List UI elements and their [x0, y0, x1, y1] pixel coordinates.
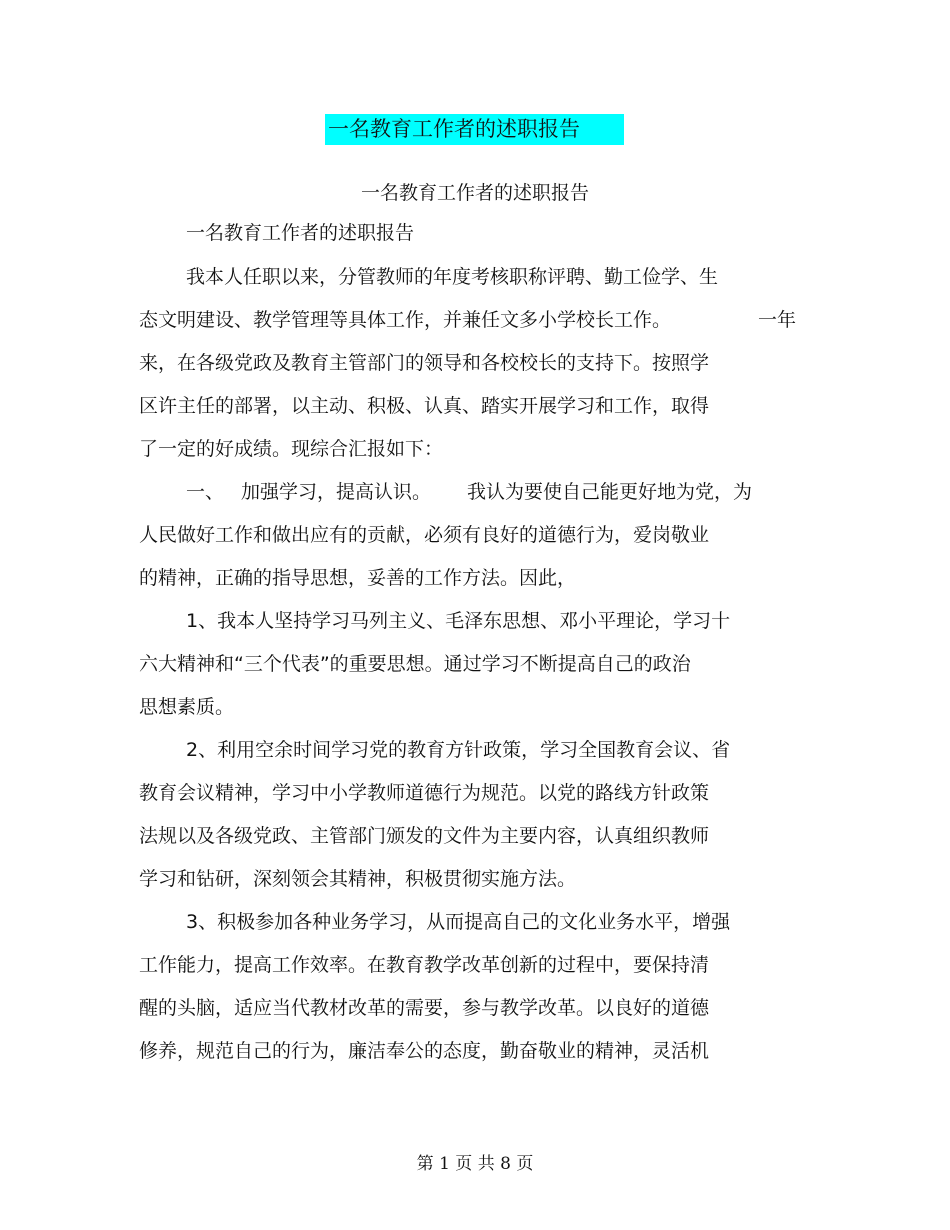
paragraph-line: 教育会议精神，学习中小学教师道德行为规范。以党的路线方针政策 [139, 782, 710, 804]
heading-line: 一名教育工作者的述职报告 [186, 222, 415, 244]
paragraph-line: 区许主任的部署，以主动、积极、认真、踏实开展学习和工作，取得 [139, 395, 710, 417]
paragraph-line: 我本人任职以来，分管教师的年度考核职称评聘、勤工俭学、生 [186, 266, 719, 288]
page-number-footer: 第 1 页 共 8 页 [416, 1154, 534, 1174]
section-heading: 加强学习，提高认识。 [241, 481, 432, 503]
paragraph-line: 六大精神和“三个代表”的重要思想。通过学习不断提高自己的政治 [139, 653, 691, 675]
paragraph-line: 一年 [758, 309, 797, 331]
paragraph-line: 学习和钻研，深刻领会其精神，积极贯彻实施方法。 [139, 868, 577, 890]
paragraph-line: 的精神，正确的指导思想，妥善的工作方法。因此， [139, 567, 577, 589]
paragraph-line: 法规以及各级党政、主管部门颁发的文件为主要内容，认真组织教师 [139, 825, 710, 847]
paragraph-line: 3、积极参加各种业务学习，从而提高自己的文化业务水平，增强 [186, 911, 731, 933]
paragraph-line: 态文明建设、教学管理等具体工作，并兼任文多小学校长工作。 [139, 309, 672, 331]
paragraph-line: 修养，规范自己的行为，廉洁奉公的态度，勤奋敬业的精神，灵活机 [139, 1040, 710, 1062]
paragraph-line: 了一定的好成绩。现综合汇报如下： [139, 438, 444, 460]
paragraph-line: 我认为要使自己能更好地为党，为 [467, 481, 753, 503]
document-title: 一名教育工作者的述职报告 [325, 114, 624, 145]
paragraph-line: 工作能力，提高工作效率。在教育教学改革创新的过程中，要保持清 [139, 954, 710, 976]
paragraph-line: 醒的头脑，适应当代教材改革的需要，参与教学改革。以良好的道德 [139, 997, 710, 1019]
paragraph-line: 1、我本人坚持学习马列主义、毛泽东思想、邓小平理论，学习十 [186, 610, 731, 632]
document-subtitle: 一名教育工作者的述职报告 [360, 182, 589, 204]
paragraph-line: 来，在各级党政及教育主管部门的领导和各校校长的支持下。按照学 [139, 352, 710, 374]
paragraph-line: 2、利用空余时间学习党的教育方针政策，学习全国教育会议、省 [186, 739, 731, 761]
paragraph-line: 思想素质。 [139, 696, 235, 718]
section-number: 一、 [186, 481, 225, 503]
paragraph-line: 人民做好工作和做出应有的贡献，必须有良好的道德行为，爱岗敬业 [139, 524, 710, 546]
